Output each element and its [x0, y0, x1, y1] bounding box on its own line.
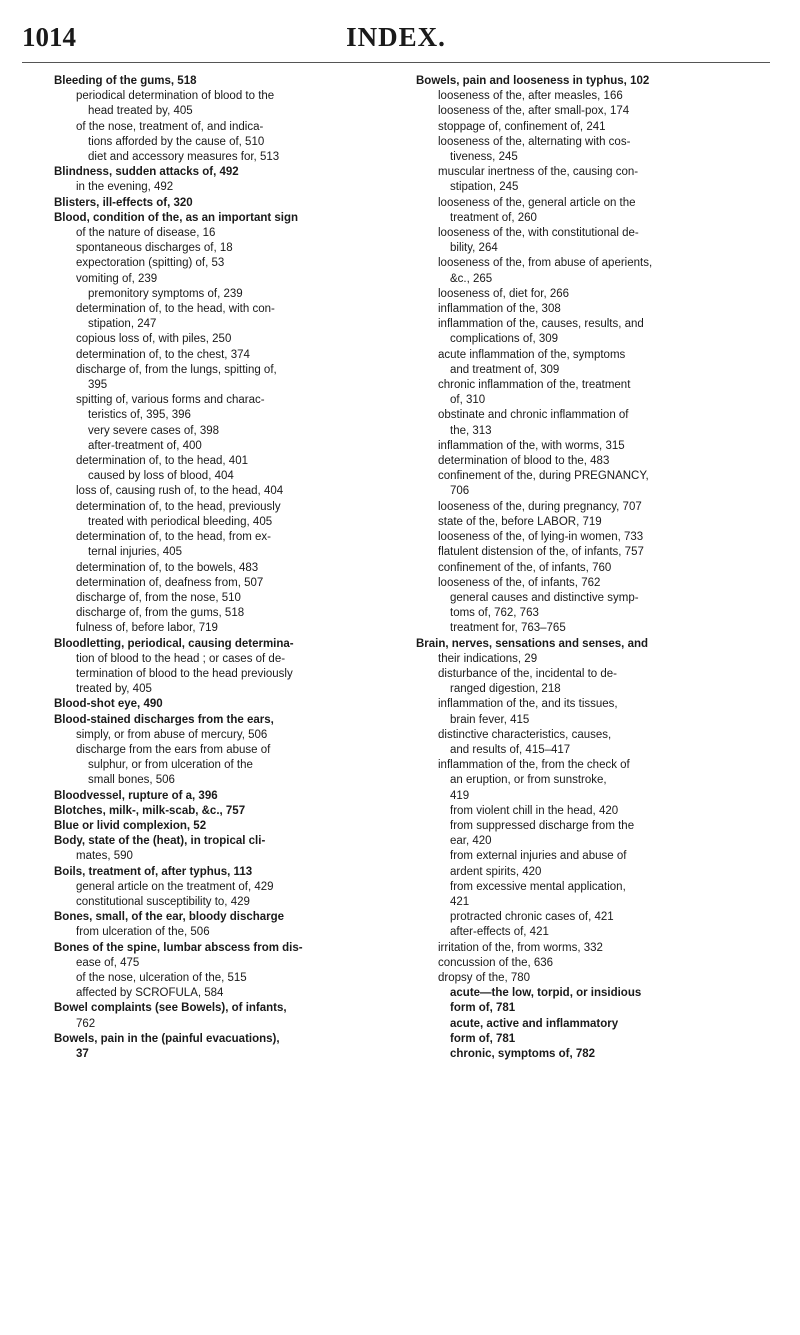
index-entry: looseness of the, after small-pox, 174 [438, 105, 630, 118]
index-entry: termination of blood to the head previously [76, 667, 293, 680]
index-entry: premonitory symptoms of, 239 [88, 287, 243, 300]
index-entry: inflammation of the, with worms, 315 [438, 439, 625, 452]
index-entry: 421 [450, 895, 470, 908]
index-entry: small bones, 506 [88, 774, 175, 787]
index-entry: expectoration (spitting) of, 53 [76, 257, 225, 270]
index-entry: Blood-shot eye, 490 [54, 698, 163, 711]
index-entry: affected by SCROFULA, 584 [76, 987, 224, 1000]
index-entry: concussion of the, 636 [438, 956, 554, 969]
index-entry: Bones of the spine, lumbar abscess from dis- [54, 941, 303, 954]
index-entry: determination of, deafness from, 507 [76, 576, 264, 589]
index-entry: bility, 264 [450, 242, 498, 255]
index-entry: acute, active and inflammatory [450, 1017, 619, 1030]
index-entry: copious loss of, with piles, 250 [76, 333, 232, 346]
index-entry: looseness of the, from abuse of aperients, [438, 257, 653, 270]
index-entry: treated by, 405 [76, 683, 152, 696]
index-entry: toms of, 762, 763 [450, 607, 539, 620]
index-entry: complications of, 309 [450, 333, 559, 346]
index-entry: in the evening, 492 [76, 181, 174, 194]
index-entry: discharge of, from the lungs, spitting of, [76, 363, 277, 376]
index-entry: their indications, 29 [438, 652, 538, 665]
index-entry: sulphur, or from ulceration of the [88, 759, 253, 772]
index-entry: chronic, symptoms of, 782 [450, 1048, 596, 1060]
index-entry: periodical determination of blood to the [76, 90, 275, 103]
index-entry: of the nature of disease, 16 [76, 227, 216, 240]
index-entry: disturbance of the, incidental to de- [438, 667, 618, 680]
index-column-right [416, 74, 771, 1062]
index-entry: Bones, small, of the ear, bloody discharge [54, 911, 285, 924]
index-entry: caused by loss of blood, 404 [88, 470, 234, 483]
index-entry: tiveness, 245 [450, 151, 518, 164]
index-entry: discharge from the ears from abuse of [76, 743, 271, 756]
index-entry: of, 310 [450, 394, 486, 407]
index-entry: Bloodletting, periodical, causing determina- [54, 637, 294, 650]
index-entry: confinement of the, of infants, 760 [438, 561, 612, 574]
index-entry: an eruption, or from sunstroke, [450, 774, 607, 787]
index-entry: from excessive mental application, [450, 880, 626, 893]
index-entry: dropsy of the, 780 [438, 971, 531, 984]
index-entry: general causes and distinctive symp- [450, 591, 639, 604]
index-entry: looseness of the, alternating with cos- [438, 135, 631, 148]
index-entry: after-treatment of, 400 [88, 439, 202, 452]
index-entry: ranged digestion, 218 [450, 683, 561, 696]
index-entry: Bowel complaints (see Bowels), of infants, [54, 1002, 287, 1015]
index-entry: the, 313 [450, 424, 492, 437]
index-entry: Body, state of the (heat), in tropical cli- [54, 835, 266, 848]
index-entry: Bowels, pain in the (painful evacuations), [54, 1032, 280, 1045]
index-entry: treatment for, 763–765 [450, 622, 566, 635]
index-entry: Blotches, milk-, milk-scab, &c., 757 [54, 804, 246, 817]
index-entry: 706 [450, 485, 470, 498]
index-entry: Blood-stained discharges from the ears, [54, 713, 274, 726]
index-entry: Bloodvessel, rupture of a, 396 [54, 789, 218, 802]
index-entry: Blue or livid complexion, 52 [54, 819, 207, 832]
page-number: 1014 [22, 22, 76, 52]
index-entry: head treated by, 405 [88, 105, 193, 118]
index-entry: looseness of the, with constitutional de- [438, 227, 639, 240]
index-entry: looseness of the, during pregnancy, 707 [438, 500, 642, 513]
index-entry: inflammation of the, and its tissues, [438, 698, 618, 711]
index-entry: constitutional susceptibility to, 429 [76, 895, 250, 908]
index-entry: tions afforded by the cause of, 510 [88, 135, 265, 148]
index-entry: inflammation of the, causes, results, and [438, 318, 644, 331]
index-entry: Bowels, pain and looseness in typhus, 102 [416, 75, 650, 87]
header-rule [22, 62, 770, 63]
index-entry: general article on the treatment of, 429 [76, 880, 274, 893]
index-entry: tion of blood to the head ; or cases of de- [76, 652, 286, 665]
index-entry: chronic inflammation of the, treatment [438, 379, 631, 392]
index-entry: Blood, condition of the, as an important sign [54, 211, 299, 224]
index-entry: acute—the low, torpid, or insidious [450, 987, 642, 1000]
page-header [22, 22, 770, 62]
index-entry: muscular inertness of the, causing con- [438, 166, 639, 179]
index-entry: very severe cases of, 398 [88, 424, 220, 437]
index-entry: determination of, to the head, with con- [76, 303, 275, 316]
index-entry: stoppage of, confinement of, 241 [438, 120, 606, 133]
index-entry: looseness of the, after measles, 166 [438, 90, 623, 103]
index-entry: Bleeding of the gums, 518 [54, 75, 197, 87]
index-entry: looseness of, diet for, 266 [438, 287, 570, 300]
index-entry: stipation, 247 [88, 318, 157, 331]
index-entry: simply, or from abuse of mercury, 506 [76, 728, 268, 741]
index-entry: loss of, causing rush of, to the head, 404 [76, 485, 284, 498]
index-entry: diet and accessory measures for, 513 [88, 151, 280, 164]
index-entry: Blisters, ill-effects of, 320 [54, 196, 193, 209]
index-entry: form of, 781 [450, 1002, 516, 1015]
index-entry: irritation of the, from worms, 332 [438, 941, 603, 954]
index-entry: and results of, 415–417 [450, 743, 571, 756]
index-entry: after-effects of, 421 [450, 926, 549, 939]
index-entry: distinctive characteristics, causes, [438, 728, 612, 741]
index-entry: brain fever, 415 [450, 713, 530, 726]
index-entry: form of, 781 [450, 1032, 516, 1045]
index-entry: obstinate and chronic inflammation of [438, 409, 629, 422]
index-entry: from suppressed discharge from the [450, 819, 635, 832]
index-entry: protracted chronic cases of, 421 [450, 911, 614, 924]
index-entry: determination of, to the chest, 374 [76, 348, 250, 361]
index-entry: from violent chill in the head, 420 [450, 804, 619, 817]
index-entry: determination of, to the bowels, 483 [76, 561, 259, 574]
index-entry: of the nose, ulceration of the, 515 [76, 971, 247, 984]
index-column-left [54, 74, 399, 1062]
index-entry: from ulceration of the, 506 [76, 926, 210, 939]
index-entry: mates, 590 [76, 850, 133, 863]
index-entry: discharge of, from the gums, 518 [76, 607, 245, 620]
index-entry: 37 [76, 1048, 89, 1060]
running-head: INDEX. [346, 22, 446, 52]
index-entry: 762 [76, 1017, 96, 1030]
index-entry: 419 [450, 789, 470, 802]
index-entry: treatment of, 260 [450, 211, 537, 224]
index-entry: fulness of, before labor, 719 [76, 622, 218, 635]
index-entry: looseness of the, of lying-in women, 733 [438, 531, 644, 544]
index-entry: state of the, before LABOR, 719 [438, 515, 602, 528]
index-entry: looseness of the, general article on the [438, 196, 636, 209]
index-entry: from external injuries and abuse of [450, 850, 627, 863]
index-entry: Blindness, sudden attacks of, 492 [54, 166, 239, 179]
index-entry: ease of, 475 [76, 956, 140, 969]
index-entry: discharge of, from the nose, 510 [76, 591, 241, 604]
index-entry: stipation, 245 [450, 181, 519, 194]
index-entry: determination of, to the head, 401 [76, 455, 248, 468]
index-entry: of the nose, treatment of, and indica- [76, 120, 264, 133]
index-entry: inflammation of the, 308 [438, 303, 561, 316]
index-entry: spitting of, various forms and charac- [76, 394, 265, 407]
index-entry: determination of, to the head, previously [76, 500, 281, 513]
index-entry: spontaneous discharges of, 18 [76, 242, 233, 255]
index-entry: Boils, treatment of, after typhus, 113 [54, 865, 253, 878]
index-entry: flatulent distension of the, of infants, 757 [438, 546, 644, 559]
index-entry: determination of blood to the, 483 [438, 455, 610, 468]
index-entry: vomiting of, 239 [76, 272, 158, 285]
index-entry: looseness of the, of infants, 762 [438, 576, 601, 589]
index-entry: confinement of the, during PREGNANCY, [438, 470, 649, 483]
index-entry: ear, 420 [450, 835, 492, 848]
index-entry: ardent spirits, 420 [450, 865, 542, 878]
index-entry: teristics of, 395, 396 [88, 409, 191, 422]
index-entry: Brain, nerves, sensations and senses, and [416, 637, 649, 650]
index-entry: &c., 265 [450, 272, 493, 285]
index-entry: 395 [88, 379, 108, 392]
index-entry: inflammation of the, from the check of [438, 759, 630, 772]
index-entry: acute inflammation of the, symptoms [438, 348, 626, 361]
index-entry: and treatment of, 309 [450, 363, 560, 376]
index-entry: treated with periodical bleeding, 405 [88, 515, 273, 528]
index-entry: ternal injuries, 405 [88, 546, 182, 559]
index-entry: determination of, to the head, from ex- [76, 531, 271, 544]
